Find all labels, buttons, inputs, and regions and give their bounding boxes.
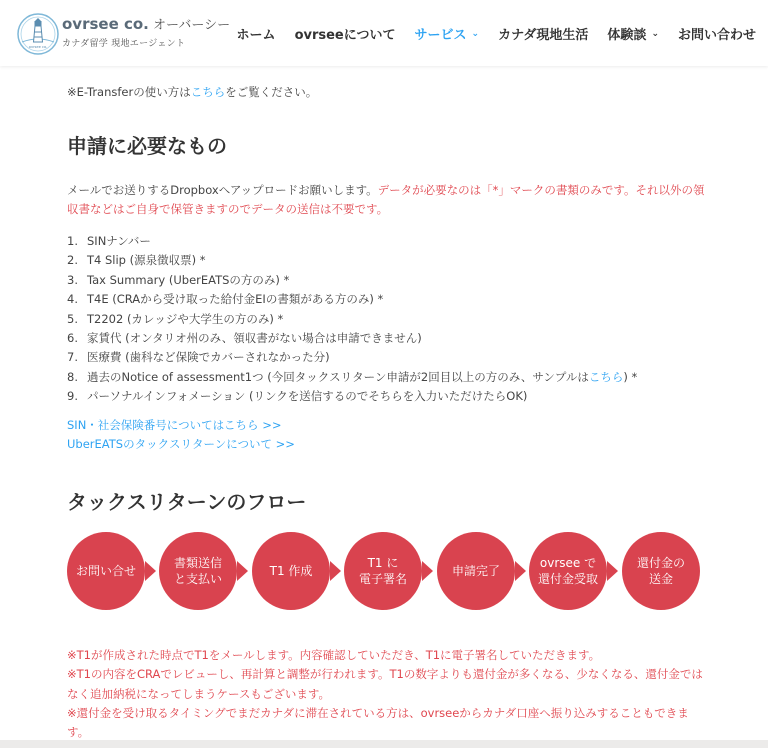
list-item: 9. パーソナルインフォメーション (リンクを送信するのでそちらを入力いただけたらOK) bbox=[67, 389, 528, 404]
list-item: 5. T2202 (カレッジや大学生の方のみ) * bbox=[67, 311, 284, 326]
nav-canada-life[interactable]: カナダ現地生活 bbox=[498, 28, 589, 43]
flow-step-send-refund: 還付金の 送金 bbox=[622, 532, 700, 610]
flow-step-t1-create: T1 作成 bbox=[252, 532, 330, 610]
nav-testimonials[interactable]: 体験談 ⌄ bbox=[607, 28, 659, 43]
main-nav bbox=[218, 24, 756, 43]
etransfer-note: ※E-Transferの使い方はこちらをご覧ください。 bbox=[67, 85, 318, 99]
tax-return-flow bbox=[67, 532, 707, 614]
list-item: 3. Tax Summary (UberEATSの方のみ) * bbox=[67, 272, 290, 287]
requirements-heading: 申請に必要なもの bbox=[67, 134, 227, 158]
flow-step-receive-refund: ovrsee で 還付金受取 bbox=[529, 532, 607, 610]
note-1: ※T1が作成された時点でT1をメールします。内容確認していただき、T1に電子署名していただきます。 bbox=[67, 648, 601, 662]
list-item: 7. 医療費 (歯科など保険でカバーされなかった分) bbox=[67, 350, 330, 365]
nav-about[interactable]: ovrseeについて bbox=[294, 28, 396, 43]
nav-home[interactable]: ホーム bbox=[236, 28, 276, 43]
flow-step-documents: 書類送信 と支払い bbox=[159, 532, 237, 610]
arrow-right-icon bbox=[330, 561, 341, 581]
note-2: ※T1の内容をCRAでレビューし、再計算と調整が行われます。T1の数字よりも還付金が多くなる、少なくなる、還付金ではなく追加納税になってしまうケースもございます。 bbox=[67, 667, 703, 701]
sin-info-link[interactable]: SIN・社会保険番号についてはこちら >> bbox=[67, 418, 282, 432]
brand-kana: オーバーシー bbox=[153, 18, 231, 33]
arrow-right-icon bbox=[607, 561, 618, 581]
brand-name: ovrsee co. bbox=[62, 15, 149, 33]
flow-step-filed: 申請完了 bbox=[437, 532, 515, 610]
flow-notes bbox=[67, 646, 707, 742]
list-item: 1. SINナンバー bbox=[67, 234, 151, 248]
assessment-sample-link[interactable]: こちら bbox=[588, 369, 624, 384]
nav-services[interactable]: サービス ⌄ bbox=[414, 28, 480, 43]
flow-step-inquiry: お問い合せ bbox=[67, 532, 145, 610]
chevron-down-icon: ⌄ bbox=[651, 28, 659, 39]
brand-tagline: カナダ留学 現地エージェント bbox=[62, 39, 186, 49]
arrow-right-icon bbox=[237, 561, 248, 581]
flow-step-esign: T1 に 電子署名 bbox=[344, 532, 422, 610]
svg-text:ovrsee co.: ovrsee co. bbox=[28, 45, 48, 49]
arrow-right-icon bbox=[422, 561, 433, 581]
requirements-list bbox=[67, 232, 707, 407]
etransfer-link[interactable]: こちら bbox=[190, 85, 226, 99]
bottom-bar bbox=[0, 740, 768, 748]
site-header bbox=[0, 0, 768, 66]
flow-heading: タックスリターンのフロー bbox=[67, 490, 307, 514]
nav-contact[interactable]: お問い合わせ bbox=[677, 28, 756, 43]
lighthouse-logo-icon[interactable] bbox=[16, 12, 60, 56]
arrow-right-icon bbox=[145, 561, 156, 581]
ubereats-tax-link[interactable]: UberEATSのタックスリターンについて >> bbox=[67, 437, 295, 451]
brand-block[interactable] bbox=[62, 14, 230, 49]
note-3: ※還付金を受け取るタイミングでまだカナダに滞在されている方は、ovrseeからカナダ口座へ振り込みすることもできます。 bbox=[67, 705, 689, 740]
chevron-down-icon: ⌄ bbox=[471, 28, 480, 39]
requirements-lead: メールでお送りするDropboxへアップロードお願いします。データが必要なのは「*」マークの書類のみです。それ以外の領収書などはご自身で保管きますのでデータの送信は不要です。 bbox=[67, 183, 705, 216]
brand-line bbox=[62, 14, 230, 33]
list-item: 6. 家賃代 (オンタリオ州のみ、領収書がない場合は申請できません) bbox=[67, 331, 422, 346]
arrow-right-icon bbox=[515, 561, 526, 581]
list-item: 8. 過去のNotice of assessment1つ (今回タックスリターン申請が2回目以上の方のみ、サンプルはこちら) * bbox=[67, 369, 638, 384]
list-item: 4. T4E (CRAから受け取った給付金EIの書類がある方のみ) * bbox=[67, 292, 384, 307]
list-item: 2. T4 Slip (源泉徴収票) * bbox=[67, 253, 206, 268]
